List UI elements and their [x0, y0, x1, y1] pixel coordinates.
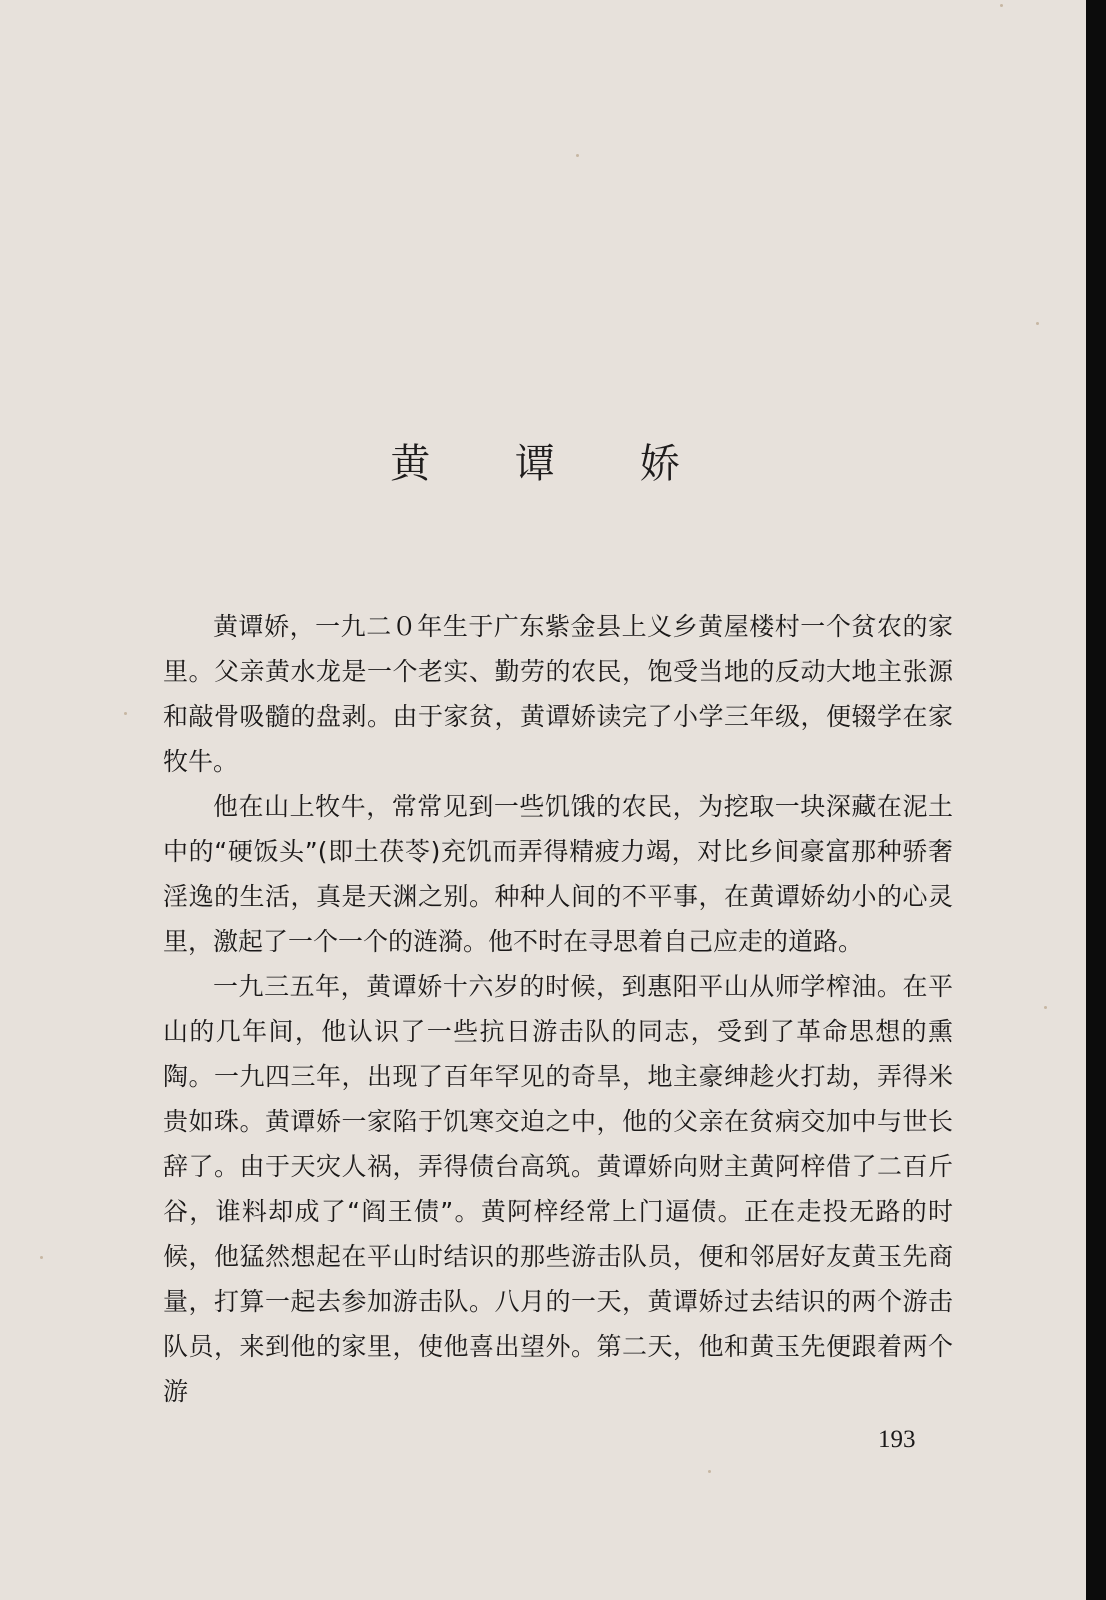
- page-number: 193: [878, 1426, 916, 1453]
- paragraph: 他在山上牧牛，常常见到一些饥饿的农民，为挖取一块深藏在泥土中的“硬饭头”(即土茯苓)充饥而弄得精疲力竭，对比乡间豪富那种骄奢淫逸的生活，真是天渊之别。种种人间的不平事，在黄谭娇幼小的心灵里，激起了一个一个的涟漪。他不时在寻思着自己应走的道路。: [163, 792, 953, 956]
- body-text: [163, 604, 953, 1414]
- paper-speck: [1036, 322, 1039, 325]
- paper-speck: [576, 154, 579, 157]
- paper-speck: [1044, 1006, 1047, 1009]
- paragraph: 一九三五年，黄谭娇十六岁的时候，到惠阳平山从师学榨油。在平山的几年间，他认识了一些抗日游击队的同志，受到了革命思想的熏陶。一九四三年，出现了百年罕见的奇旱，地主豪绅趁火打劫，弄得米贵如珠。黄谭娇一家陷于饥寒交迫之中，他的父亲在贫病交加中与世长辞了。由于天灾人祸，弄得债台高筑。黄谭娇向财主黄阿梓借了二百斤谷，谁料却成了“阎王债”。黄阿梓经常上门逼债。正在走投无路的时候，他猛然想起在平山时结识的那些游击队员，便和邻居好友黄玉先商量，打算一起去参加游击队。八月的一天，黄谭娇过去结识的两个游击队员，来到他的家里，使他喜出望外。第二天，他和黄玉先便跟着两个游: [163, 972, 953, 1406]
- paper-speck: [124, 712, 127, 715]
- paper-speck: [708, 1470, 711, 1473]
- chapter-title: 黄 谭 娇: [390, 441, 716, 487]
- paper-speck: [40, 1256, 43, 1259]
- paragraph: 黄谭娇，一九二０年生于广东紫金县上义乡黄屋楼村一个贫农的家里。父亲黄水龙是一个老实、勤劳的农民，饱受当地的反动大地主张源和敲骨吸髓的盘剥。由于家贫，黄谭娇读完了小学三年级，便辍学在家牧牛。: [163, 612, 953, 776]
- paper-speck: [1000, 4, 1003, 7]
